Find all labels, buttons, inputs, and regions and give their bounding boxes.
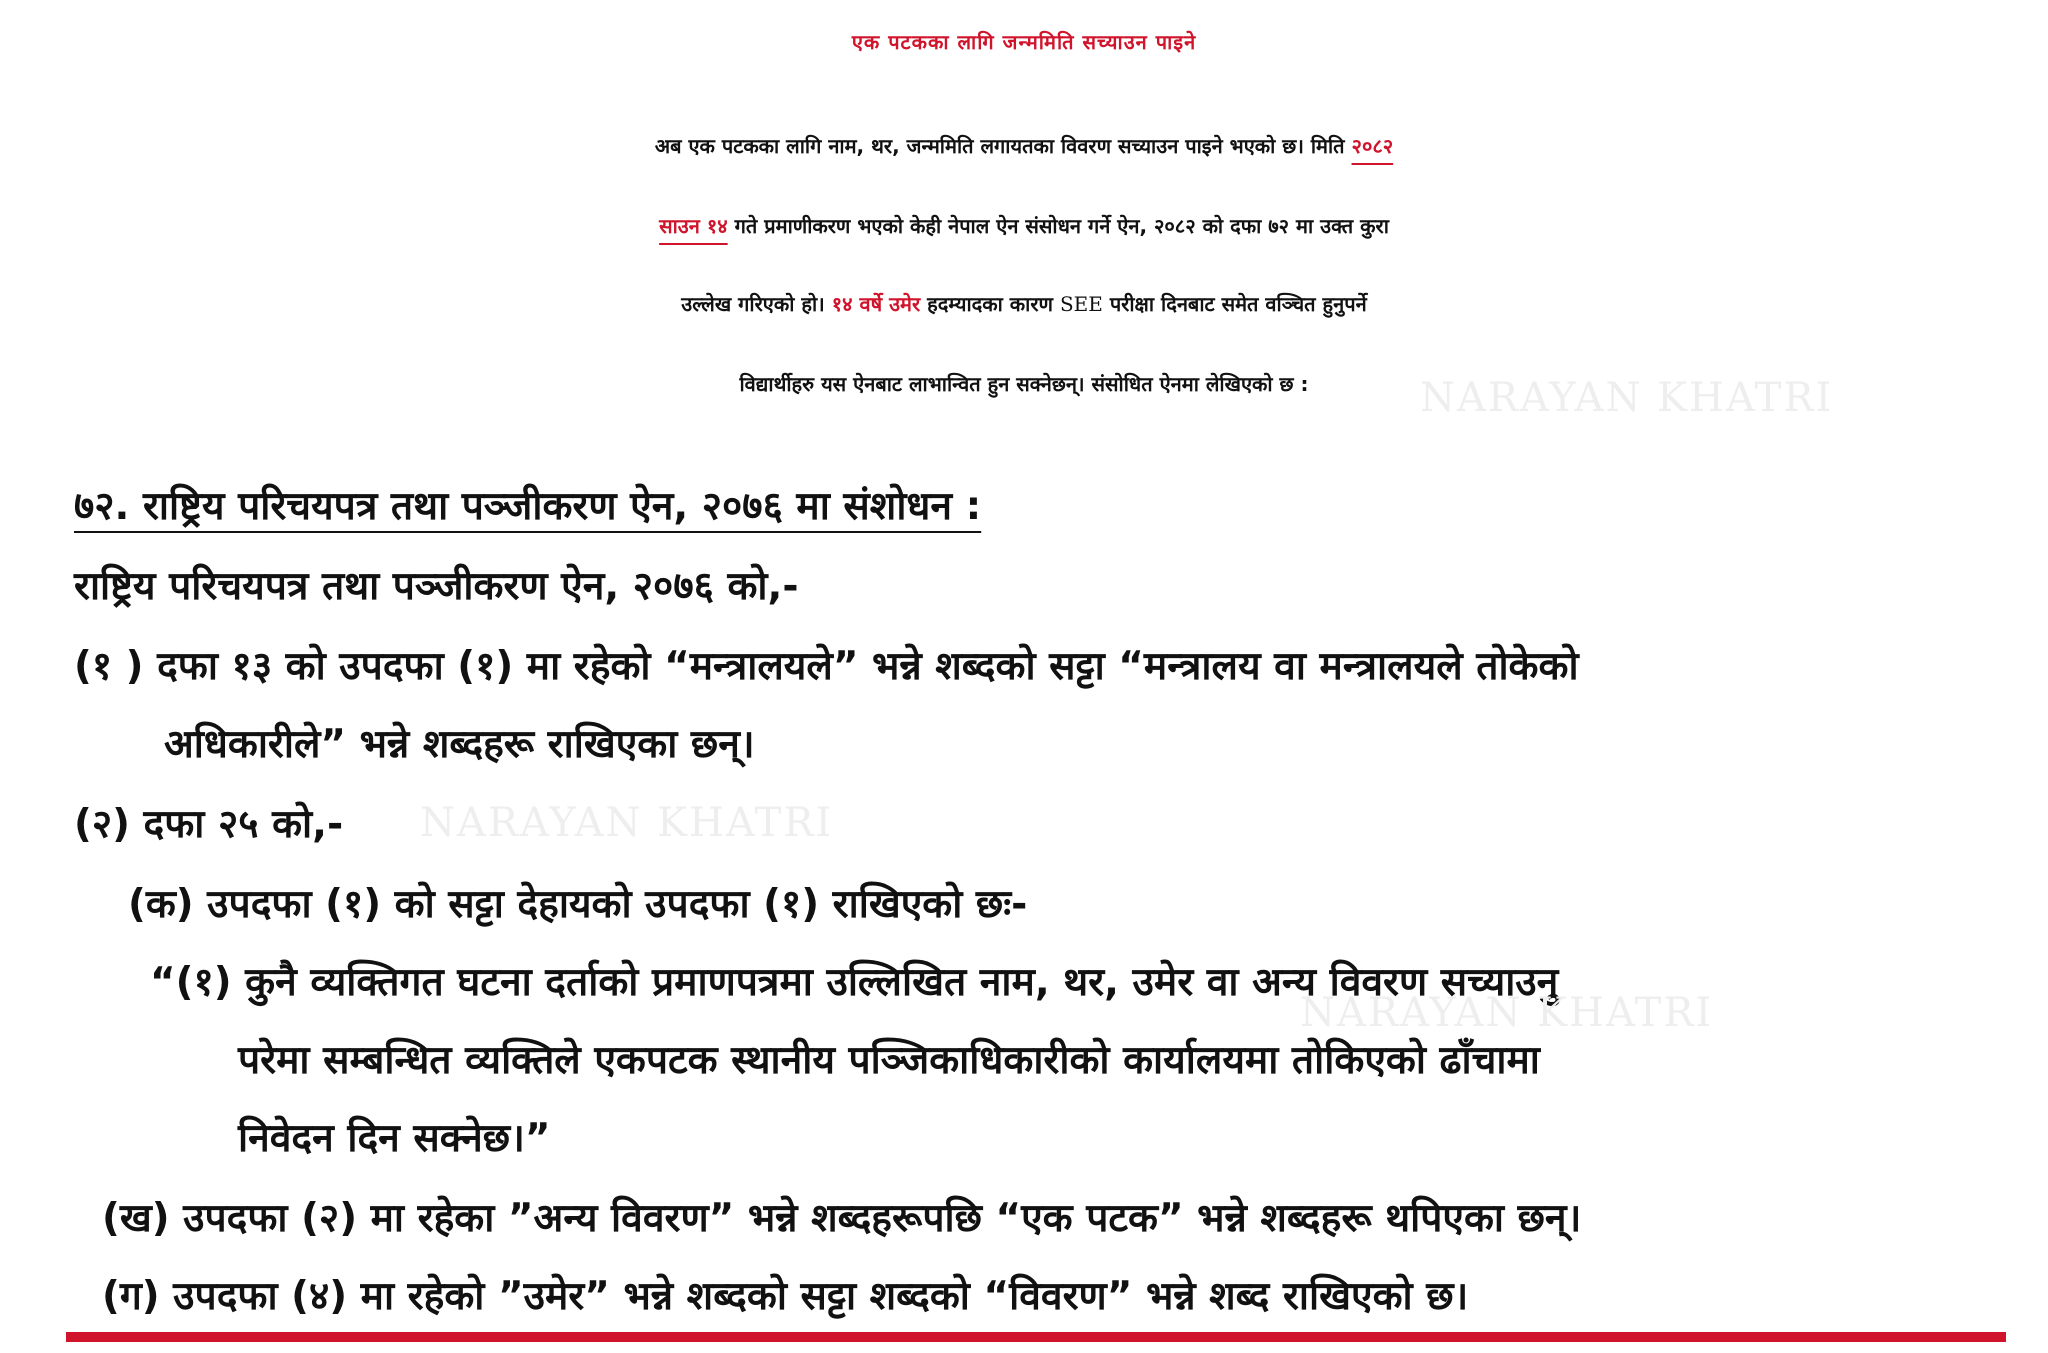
watermark-text: NARAYAN KHATRI — [1300, 990, 1714, 1036]
sub-item-ga: (ग) उपदफा (४) मा रहेको ”उमेर” भन्ने शब्दको सट्टा शब्दको “विवरण” भन्ने शब्द राखिएको छ। — [102, 1274, 1469, 1319]
item-2: (२) दफा २५ को,- — [74, 802, 344, 847]
intro-line-4: विद्यार्थीहरु यस ऐनबाट लाभान्वित हुन सक्नेछन्। संसोधित ऐनमा लेखिएको छ : — [739, 372, 1309, 396]
intro-text: अब एक पटकका लागि नाम, थर, जन्ममिति लगायतका विवरण सच्याउन पाइने भएको छ। मिति — [654, 134, 1352, 158]
section-heading: ७२. राष्ट्रिय परिचयपत्र तथा पञ्जीकरण ऐन, २०७६ मा संशोधन : — [74, 484, 982, 529]
date-month-day: साउन १४ — [659, 214, 728, 238]
item-1-line-2: अधिकारीले” भन्ने शब्दहरू राखिएका छन्। — [164, 722, 755, 767]
intro-line-3 — [0, 290, 2048, 317]
document-title: एक पटकका लागि जन्ममिति सच्याउन पाइने — [851, 30, 1197, 54]
bottom-red-rule — [66, 1332, 2006, 1342]
intro-text: गते प्रमाणीकरण भएको केही नेपाल ऐन संसोधन गर्ने ऐन, २०८२ को दफा ७२ मा उक्त कुरा — [727, 214, 1389, 238]
item-1-line-1: (१ ) दफा १३ को उपदफा (१) मा रहेको “मन्त्रालयले” भन्ने शब्दको सट्टा “मन्त्रालय वा मन्त्रालयले तोकेको — [74, 644, 1579, 689]
intro-line-1 — [0, 132, 2048, 159]
sub-item-ka: (क) उपदफा (१) को सट्टा देहायको उपदफा (१) राखिएको छः- — [128, 882, 1028, 927]
watermark-text: NARAYAN KHATRI — [420, 800, 834, 846]
intro-line-2 — [0, 212, 2048, 239]
intro-text: उल्लेख गरिएको हो। — [681, 292, 832, 316]
date-year: २०८२ — [1351, 134, 1394, 158]
quote-line-2: परेमा सम्बन्धित व्यक्तिले एकपटक स्थानीय पञ्जिकाधिकारीको कार्यालयमा तोकिएको ढाँचामा — [238, 1038, 1540, 1083]
intro-text: हदम्यादका कारण — [920, 292, 1060, 316]
age-highlight: १४ वर्षे उमेर — [831, 292, 921, 316]
quote-line-1: “(१) कुनै व्यक्तिगत घटना दर्ताको प्रमाणपत्रमा उल्लिखित नाम, थर, उमेर वा अन्य विवरण सच्याउनु — [150, 960, 1559, 1005]
sub-item-kha: (ख) उपदफा (२) मा रहेका ”अन्य विवरण” भन्ने शब्दहरूपछि “एक पटक” भन्ने शब्दहरू थपिएका छन्। — [102, 1196, 1582, 1241]
see-text: SEE — [1059, 292, 1103, 316]
intro-text: परीक्षा दिनबाट समेत वञ्चित हुनुपर्ने — [1102, 292, 1367, 316]
watermark-text: NARAYAN KHATRI — [1420, 375, 1834, 421]
quote-line-3: निवेदन दिन सक्नेछ।” — [238, 1116, 551, 1161]
act-line: राष्ट्रिय परिचयपत्र तथा पञ्जीकरण ऐन, २०७६ को,- — [74, 564, 799, 609]
